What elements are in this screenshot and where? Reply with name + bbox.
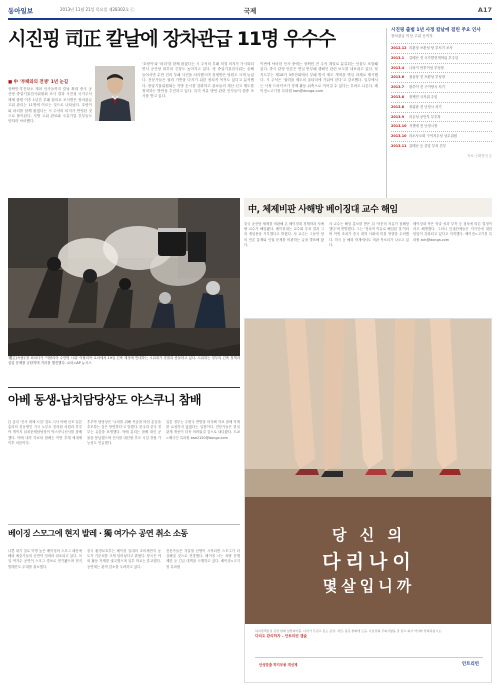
sidebar-source: 자료: 신화통신 등 [467,153,492,158]
issue-date: 2013년 11월 21일 목요일 제28302호 ⓒ [60,7,135,12]
timeline-date: 2013.4 [391,65,405,70]
timeline-date: 2013.11 [391,143,407,148]
newspaper-logo: 동아일보 [8,7,34,15]
article3-col3: 일본 정부는 주변국 반발을 의식해 각료 참배 자제를 요청하지 않겠다는 입장이다. 전문가들은 한일 관계 개선이 더욱 어려워질 것으로 내다봤다. 도쿄=배극인 특파원 bae2150@donga.com [166,420,240,440]
timeline-text: 리춘청 쓰촨성 당 부서기 조사 [409,46,453,50]
article2-col3: 베이징대 측은 학술 성과 부족 등 절차에 따른 결정이라고 해명했다. 그러나 인권단체들은 지식인에 대한 탄압이 강화되고 있다고 지적했다. 베이징=고기정 특파원 koh@donga.com [413,222,492,242]
timeline-row [391,141,492,151]
timeline-date: 2013.8 [391,104,405,109]
article3-col2: 후루야 담당상은 '나라를 위해 목숨을 바친 분들을 추모하는 것은 당연하다'고 말했다. 한국과 중국 정부는 유감을 표명했다. 아베 총리는 참배 대신 공물을 봉납했으며 신사를 대신할 추모 시설 건립 가능성도 언급했다. [87,420,161,445]
timeline-row [391,43,492,53]
article2-col1: 중국 공산당 체제를 비판해 온 베이징대 경제학과 샤예량 교수가 해임됐다. 베이징대는 교수회 투표 결과 그의 재임용을 거부했다고 밝혔다. 샤 교수는 그동안 당의 언론 통제와 인권 문제를 비판하는 글을 발표해 왔다. [244,222,324,247]
article3-col1: 日 총리 '신사 대체 시설' 검토 시사 아베 신조 일본 총리의 친동생인 기시 노부오 중의원 의원과 후루야 게이지 납치문제담당상이 야스쿠니신사를 참배했다. 아베 내각 각료의 참배는 이번 추계 예대제 이후 처음이다. [8,420,82,445]
article1-col1: 장쩌민·후진타오 계파 인사들까지 칼날 확대 중국 공산당 중앙기율검사위원회 조사 결과 시진핑 국가주석 체제 출범 이후 1년간 부패 혐의로 조사받은 장차관급 고위 관리는 11명에 이르는 것으로 나타났다. 호랑이와 파리를 함께 잡겠다는 시 주석의 의지가 반영된 것으로 풀이된다. 지방 고위 관료와 국유기업 간부들도 잇따라 낙마했다. [8,87,92,124]
ad-headline-2: 다리나이 [322,551,416,573]
timeline-date: 2013.10 [391,124,407,129]
masthead [8,6,492,18]
article4-col3: 전문가들은 겨울철 난방이 시작되면 스모그가 더 심해질 것으로 전망했다. 베이징 시는 차량 운행 제한 등 긴급 대책을 시행하고 있다. 베이징=고기정 특파원 [166,549,240,569]
timeline-row [391,63,492,73]
article4-headline: 베이징 스모그에 현지 발레 · 獨 여가수 공연 취소 소동 [8,528,188,538]
ad-body-text [255,629,483,638]
timeline-text: 왕쑤이 전 구이양시 서기 [409,85,445,90]
portrait-photo [95,66,135,121]
ad-footer: 하지정맥류성 증상 완화 일반의약품. 다리가 무겁고 붓는 증상, 저림, 통증 완화에 도움. 사용상의 주의사항을 잘 읽고 의사 약사와 상의하십시오. [255,629,443,633]
sidebar-subtitle: 장차관급 이상 고위 공직자 [391,34,433,38]
timeline-text: 궈융샹 전 쓰촨성 부성장 [409,75,445,80]
timeline-text: 류톄난 전 국가발전개혁위 부주임 [409,55,459,60]
sidebar-timeline [386,28,492,213]
protest-photo [8,198,240,356]
ad-legs-illustration [245,319,492,497]
ad-tagline: 다리도 관리하자 – 안트리빈 캡슐 [255,633,307,638]
ad-headline-3: 몇살입니까 [322,577,416,595]
timeline-text: 니파커 안후이성 부성장 [409,65,444,70]
timeline-date: 2013.10 [391,134,407,139]
timeline-row [391,112,492,122]
timeline-text: 장제민 국자위 주임 [409,94,438,99]
timeline-row [391,102,492,112]
article4-rule [8,524,240,525]
timeline-text: 장위판 전 난징시 서기 [409,104,442,109]
article4-col2: 중국 환경보호부는 베이징 일대의 초미세먼지 농도가 기준치를 크게 넘어섰다고 밝혔다. 당국은 야외 활동 자제를 권고했으며 일부 학교는 휴교했다. 공연계는 관객 감소를 우려하고 있다. [87,549,161,569]
article2-headline: 中, 체제비판 사해방 베이징대 교수 해임 [244,198,492,217]
timeline-date: 2013.9 [391,114,405,119]
timeline-date: 2012.12 [391,46,407,50]
article4-col1: 나쁜 대기 질로 악명 높은 베이징의 스모그 때문에 해외 예술가들의 공연이 잇따라 취소되고 있다. 독일 여가수 공연이 스모그 경보로 연기됐으며 현지 발레단도 무대를 취소했다. [8,549,82,569]
page-number: A17 [477,6,492,14]
timeline-row [391,131,492,141]
timeline-text: 랴오사오화 구이저우성 상무위원 [409,134,458,139]
sidebar-title: 시진핑 출범 1년 사정 칼날에 걸린 주요 인사 [391,28,481,33]
ad-small-text: 안성맞춤 하지부종 개선제 [259,663,298,667]
article1-kicker: ■ 中 '부패와의 전쟁' 1년 눈길 [8,80,69,85]
photo-caption: '獨立(독립)'을 외치다가 '이탈리아 수만명 시위' 이탈리아 로마에서 19일 긴축 재정에 반대하는 시위대가 경찰과 충돌하고 있다. 시위대는 정부의 긴축 정책과 실업 문제를 규탄하며 거리를 행진했다. 로마=AP 뉴시스 [8,356,240,365]
article1-col3: 이번에 낙마한 인사 중에는 장쩌민 전 주석 계열로 분류되는 인물도 포함돼 있다. 중국 관영 언론은 연일 반부패 캠페인 관련 보도를 내보내고 있다. 당 지도부는 제18기 3중전회에서 부패 방지 제도 개혁을 핵심 과제로 제시했다. 시 주석은 '권력을 제도의 울타리에 가둬야 한다'고 강조했다. 일부에서는 사정 드라이브가 경제 활동 위축으로 이어질 수 있다는 우려도 나온다. 베이징=고기정 특파원 koh@donga.com [260,62,378,94]
masthead-rule [8,18,492,20]
timeline-text: 류톄난 등 중앙 부처 간부 [409,143,447,148]
timeline-date: 2013.1 [391,55,405,60]
article1-col2: '호랑이'와 '파리'를 함께 잡겠다는 시 주석의 부패 척결 의지가 가시화되면서 공산당 내부의 긴장도 높아지고 있다. 당 중앙기율검사위는 올해 들어서만 수만 건의 부패 사건을 처리했으며 징계받은 당원도 크게 늘었다. 전문가들은 권력 기반을 다지기 위한 정치적 목적도 있다고 분석했다. 중앙기율위원회는 지방 순시를 강화하고 관료들의 재산 신고 제도를 정비하는 방안을 추진하고 있다. 특히 석유 방안 관련 인사들이 집중 조사를 받고 있다. [142,62,254,99]
advertisement[interactable] [244,318,492,683]
timeline-text: 리둥성 공안부 부부장 [409,114,441,119]
timeline-date: 2013.7 [391,85,405,90]
ad-product-name: 안트리빈 [462,662,479,667]
article3-rule [8,387,240,388]
timeline-row [391,72,492,82]
timeline-text: 지젠예 전 난징시장 [409,124,438,129]
timeline-row [391,121,492,131]
timeline-date: 2013.6 [391,75,405,80]
timeline-row [391,53,492,63]
sidebar-rows [391,43,492,151]
article2-col2: 샤 교수는 해임 통보를 받은 뒤 '학문의 자유가 침해당했다'며 반발했다. 그는 '정치적 이유로 해임된 것'이라며 이번 조치가 중국 대학 사회에 미칠 영향을 우려했다. 미국 등 해외 학계에서도 비판 목소리가 나오고 있다. [329,222,409,247]
timeline-date: 2013.8 [391,94,405,99]
timeline-row [391,92,492,102]
article1-headline: 시진핑 司正 칼날에 장차관급 11명 우수수 [8,28,335,50]
ad-headline-1: 당 신 의 [332,526,406,544]
ad-product-bar [255,657,483,679]
timeline-row [391,82,492,92]
article3-headline: 아베 동생-납치담당상도 야스쿠니 참배 [8,393,201,407]
section-title: 국제 [243,7,257,15]
